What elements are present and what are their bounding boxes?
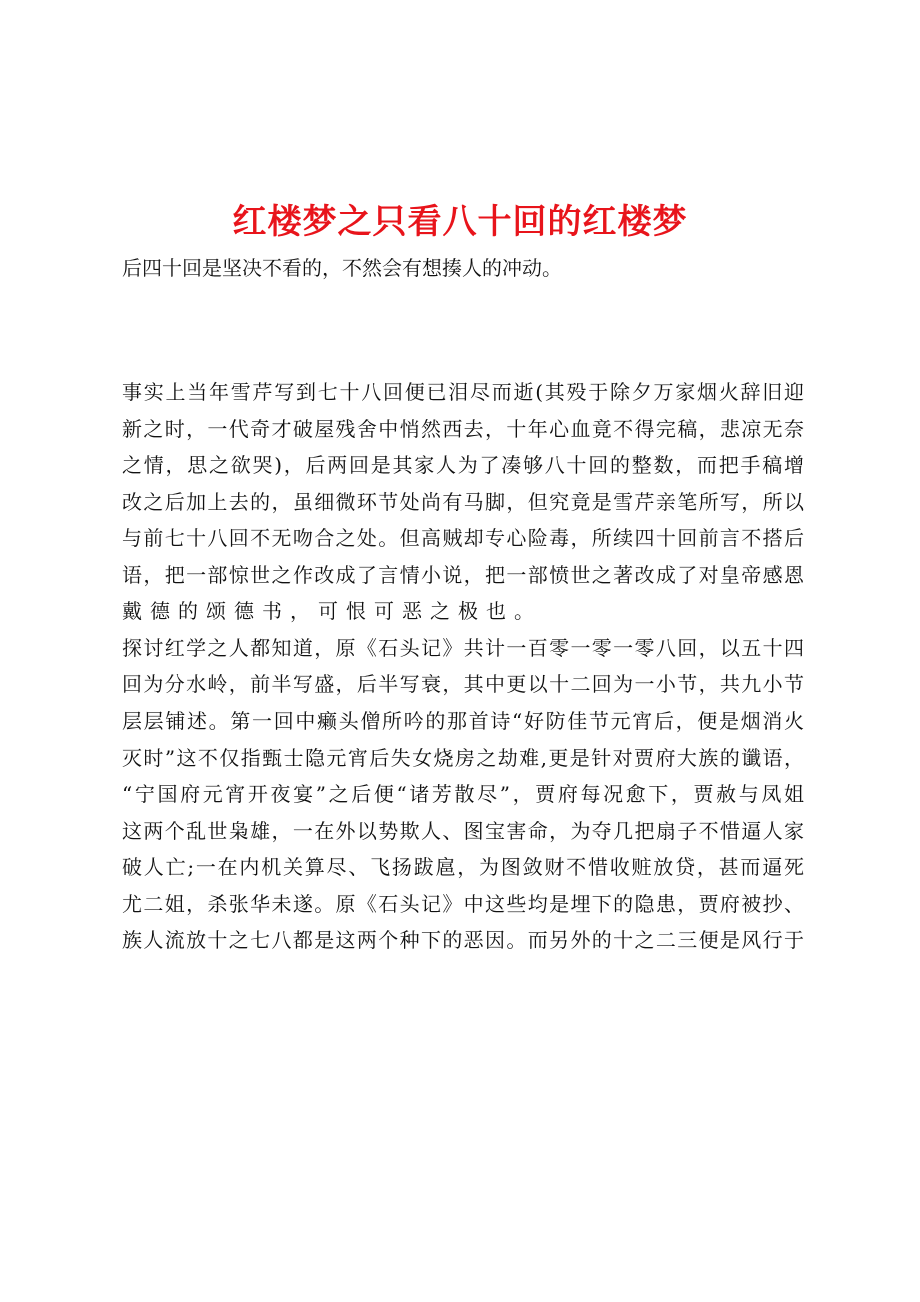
text-line: 回为分水岭，前半写盛，后半写衰，其中更以十二回为一小节，共九小节 — [122, 672, 804, 697]
intro-line: 后四十回是坚决不看的，不然会有想揍人的冲动。 — [122, 256, 562, 280]
text-line: 戴德的颂德书，可恨可恶之极也。 — [122, 599, 542, 624]
text-line: 之情，思之欲哭)，后两回是其家人为了凑够八十回的整数，而把手稿增 — [122, 453, 804, 478]
text-line: 新之时，一代奇才破屋残舍中悄然西去，十年心血竟不得完稿，悲凉无奈 — [122, 416, 804, 441]
text-line: 层层铺述。第一回中癞头僧所吟的那首诗“好防佳节元宵后，便是烟消火 — [122, 708, 804, 733]
text-line: 这两个乱世枭雄，一在外以势欺人、图宝害命，为夺几把扇子不惜逼人家 — [122, 818, 804, 843]
text-line: 探讨红学之人都知道，原《石头记》共计一百零一零一零八回，以五十四 — [122, 635, 804, 660]
text-line: 事实上当年雪芹写到七十八回便已泪尽而逝(其殁于除夕万家烟火辞旧迎 — [122, 380, 804, 404]
text-line: 语，把一部惊世之作改成了言情小说，把一部愤世之著改成了对皇帝感恩 — [122, 562, 804, 587]
text-line: 破人亡;一在内机关算尽、飞扬跋扈，为图敛财不惜收赃放贷，甚而逼死 — [122, 855, 804, 880]
text-line: 与前七十八回不无吻合之处。但高贼却专心险毒，所续四十回前言不搭后 — [122, 526, 804, 551]
text-line: 改之后加上去的，虽细微环节处尚有马脚，但究竟是雪芹亲笔所写，所以 — [122, 489, 804, 514]
text-line: “宁国府元宵开夜宴”之后便“诸芳散尽”，贾府每况愈下，贾赦与凤姐 — [122, 782, 804, 807]
text-line: 尤二姐，杀张华未遂。原《石头记》中这些均是埋下的隐患，贾府被抄、 — [122, 891, 804, 916]
document-title: 红楼梦之只看八十回的红楼梦 — [232, 202, 688, 242]
text-line: 灭时”这不仅指甄士隐元宵后失女烧房之劫难,更是针对贾府大族的谶语， — [122, 745, 804, 770]
text-line: 族人流放十之七八都是这两个种下的恶因。而另外的十之二三便是风行于 — [122, 928, 804, 953]
